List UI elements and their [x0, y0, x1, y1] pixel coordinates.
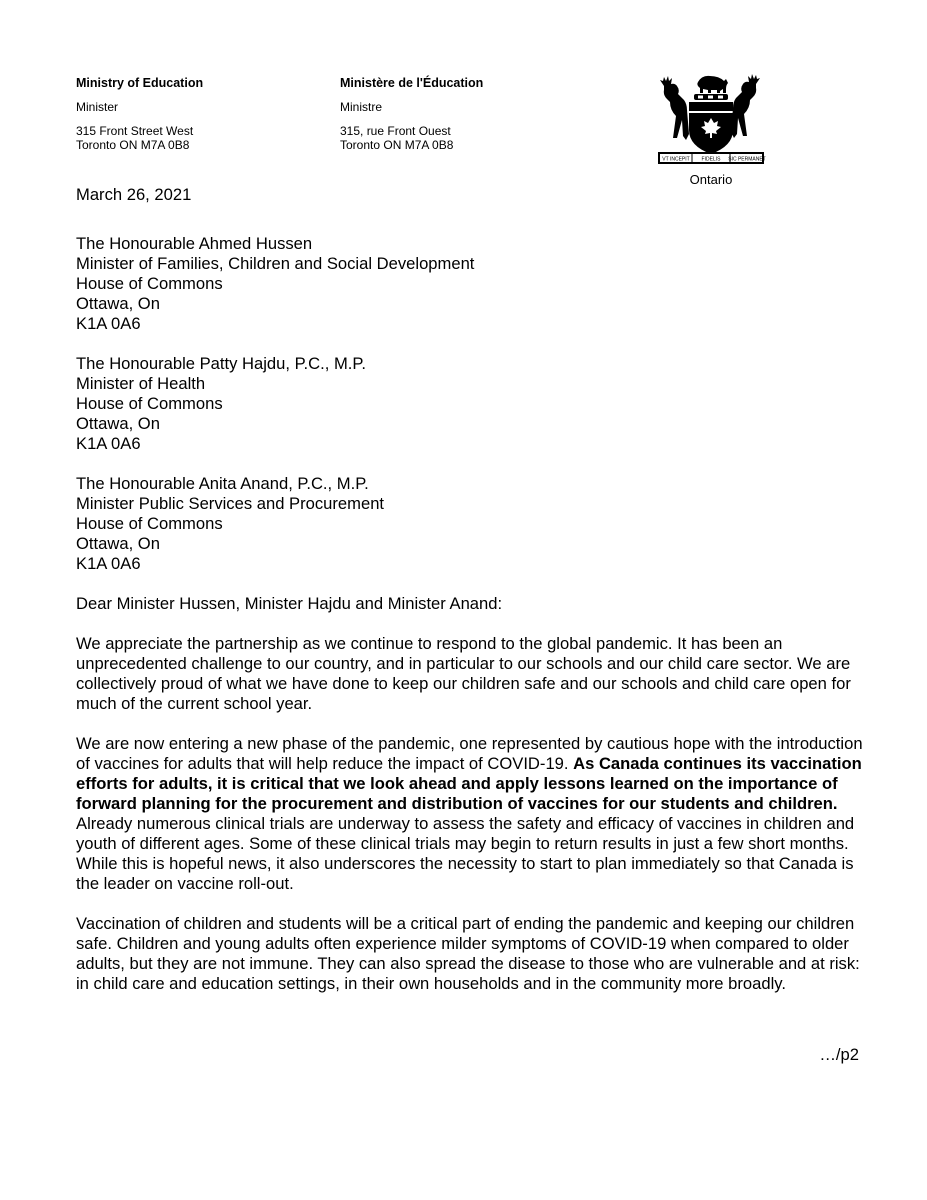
address-line-2-french: Toronto ON M7A 0B8	[340, 138, 454, 152]
ministry-header-english	[76, 76, 203, 152]
recipient-city: Ottawa, On	[76, 534, 160, 553]
address-line-1-english: 315 Front Street West	[76, 124, 194, 138]
motto-left-text: VT INCEPIT	[662, 156, 690, 163]
ministry-name-english: Ministry of Education	[76, 76, 204, 90]
letter-body	[76, 185, 866, 1014]
recipient-block	[76, 354, 866, 454]
recipient-title: Minister Public Services and Procurement	[76, 494, 385, 513]
recipient-name: The Honourable Anita Anand, P.C., M.P.	[76, 474, 369, 493]
ontario-coat-of-arms-icon	[652, 72, 770, 172]
recipient-org: House of Commons	[76, 514, 223, 533]
body-paragraph-1: We appreciate the partnership as we continue to respond to the global pandemic. It has been an unprecedented challenge to our country, and in particular to our schools and our child care sector. We are collectively proud of what we have done to keep our children safe and our schools and child care open for much of the current school year.	[76, 634, 851, 713]
recipient-block	[76, 474, 866, 574]
page-continuation-marker: …/p2	[819, 1045, 859, 1064]
recipient-name: The Honourable Ahmed Hussen	[76, 234, 313, 253]
paragraph-2-emphasis: As Canada continues its vaccination efforts for adults, it is critical that we look ahead and apply lessons learned on the importance of forward planning for the procurement and distribution of vaccines for our students and children.	[76, 754, 862, 813]
recipient-title: Minister of Families, Children and Social Development	[76, 254, 475, 273]
ontario-logo	[652, 72, 770, 190]
ministry-name-french: Ministère de l'Éducation	[340, 76, 484, 90]
address-english	[76, 124, 203, 152]
recipient-org: House of Commons	[76, 394, 223, 413]
recipient-org: House of Commons	[76, 274, 223, 293]
recipient-postal: K1A 0A6	[76, 434, 141, 453]
salutation: Dear Minister Hussen, Minister Hajdu and Minister Anand:	[76, 594, 503, 613]
address-french	[340, 124, 483, 152]
paragraph-2-intro: We are now entering a new phase of the pandemic, one represented by cautious hope with the introduction of vaccines for adults that will help reduce the impact of COVID-19.	[76, 734, 863, 773]
recipient-city: Ottawa, On	[76, 294, 160, 313]
motto-center-text: FIDELIS	[701, 156, 721, 163]
minister-role-french: Ministre	[340, 100, 383, 114]
ministry-header-french	[340, 76, 483, 152]
ontario-wordmark: Ontario	[689, 172, 733, 187]
minister-role-english: Minister	[76, 100, 119, 114]
body-paragraph-2	[76, 734, 866, 894]
recipient-block	[76, 234, 866, 334]
motto-right-text: SIC PERMANET	[728, 156, 766, 163]
address-line-1-french: 315, rue Front Ouest	[340, 124, 451, 138]
body-paragraph-3: Vaccination of children and students will be a critical part of ending the pandemic and keeping our children safe. Children and young adults often experience milder symptoms of COVID-19 when compared to older adults, but they are not immune. They can also spread the disease to those who are vulnerable and at risk: in child care and education settings, in their own households and in the community more broadly.	[76, 914, 860, 993]
recipient-title: Minister of Health	[76, 374, 206, 393]
recipient-postal: K1A 0A6	[76, 314, 141, 333]
address-line-2-english: Toronto ON M7A 0B8	[76, 138, 190, 152]
paragraph-2-rest: Already numerous clinical trials are underway to assess the safety and efficacy of vaccines in children and youth of different ages. Some of these clinical trials may begin to return results in just a few short months. While this is hopeful news, it also underscores the necessity to start to plan immediately so that Canada is the leader on vaccine roll-out.	[76, 814, 855, 893]
recipient-postal: K1A 0A6	[76, 554, 141, 573]
recipient-name: The Honourable Patty Hajdu, P.C., M.P.	[76, 354, 366, 373]
recipient-city: Ottawa, On	[76, 414, 160, 433]
letter-date: March 26, 2021	[76, 185, 192, 204]
